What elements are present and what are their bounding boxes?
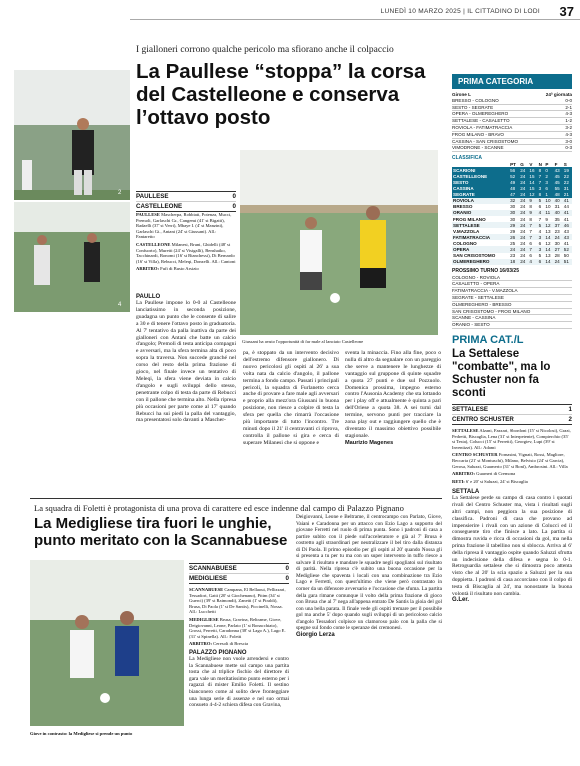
standings-head-cell: V (529, 161, 533, 167)
result-score: 3-2 (565, 124, 572, 130)
standings-row (452, 222, 572, 228)
standings-cell: 25 (510, 240, 516, 246)
standings-cell: 51 (563, 259, 572, 265)
standings-cell: 24 (519, 173, 528, 179)
standings-cell: 7 (538, 179, 545, 185)
standings-cell: 6 (529, 240, 532, 246)
sidebar-round: Girone L 24ª giornata (452, 92, 572, 97)
standings-cell: 24 (519, 179, 528, 185)
standings-cell: 24 (554, 259, 563, 265)
standings-cell: 30 (509, 210, 519, 216)
article1-dateline: PAULLO (136, 294, 161, 300)
article3-headline: La Settalese "combatte", ma lo Schuster non fa sconti (452, 348, 551, 399)
standings-cell: 4 (538, 228, 542, 234)
article3-dateline: SETTALA (452, 489, 480, 496)
standings-cell: 11 (544, 210, 553, 216)
photo-number: 3 (124, 335, 128, 341)
standings-team: OLMEREGHERO (452, 259, 509, 265)
standings-cell: 31 (554, 204, 560, 210)
article2-lineups: SCANNABUESE Campana, El Bellaoui, Pellizzari, Tessadori, Gatti (20' st Giochenano), Pittm (34' st Guerci) (39' st Raimondi), Zanetti (1' st Piraldi), Brusa, Di Paola (1' st De Santis), Piccinelli, Nossa. All.: Lucchetti MEDIGLIESE Brusa, Gravina, Beltrame, Giove, Deigiovanni, Leone, Parlato (1' st Bonacchiato), Grossi, Ferretti, Caradonna (38' st Lago A.), Lago E. (31' st Spinella). All.: Foletti ARBITRO: Ceresoli di Brescia (189, 587, 286, 647)
result-match: BRESSO - COLOGNO (452, 97, 499, 103)
standings-cell: 30 (510, 216, 516, 222)
standings-cell: 9 (528, 210, 537, 216)
standings-cell: 24 (519, 259, 528, 265)
article1-scorebox (136, 191, 236, 212)
article1-headline: La Paullese “stoppa” la corsa del Castelleone e conserva l’ottavo posto (136, 60, 426, 129)
standings-cell: 22 (563, 179, 572, 185)
result-score: 4-3 (565, 131, 572, 137)
standings-cell: 6 (538, 204, 542, 210)
article1-body-2: pa, è stoppato da un intervento decisivo dell'estremo difensore giallonero. Di nuovo pericolosi gli ospiti al 26' a sua volta nata da calcio d'angolo, il pallone termina a fondo campo. Passati i principali pericoli, la squadra di Furlanetto cerca anche di provare a fare male agli avversari e proprio alla mezz'ora Giussani in buona posizione, non riesce a colpire di testa la sfera per quella che rimarrà l'occasione più importante di tutto l'incontro. Tre minuti dopo il 21' il centravanti ci riprova, controlla il pallone si gira e cerca di superare Milanesi che si oppone e (243, 350, 339, 446)
standings-team: SESTO (452, 179, 509, 185)
standings-row (452, 173, 572, 179)
standings-cell: 32 (509, 198, 519, 204)
article2-headline: La Medigliese tira fuori le unghie, punto meritato con la Scannabuese (34, 515, 288, 549)
sidebar-standings (452, 74, 572, 329)
standings-head-cell: P (545, 161, 549, 167)
standings-row (452, 216, 572, 222)
standings-cell: 7 (528, 234, 537, 240)
standings-cell: 6 (544, 186, 553, 192)
standings-cell: 52 (563, 246, 572, 252)
standings-cell: 29 (510, 228, 516, 234)
standings-team: SETTALESE (452, 222, 509, 228)
article2-author: Giorgio Lerza (296, 631, 335, 638)
standings-row (452, 253, 572, 259)
standings-table (452, 161, 572, 265)
standings-cell: 13 (545, 253, 551, 259)
article3-lineups: SETTALESE Alzani, Fazzari, Sbordoni (15' st Nicolosi), Grazi, Pedretti, Biscaglia, Lena (31' st Interpetente), Compierchio (35' st Testa), Colucci (15' st Ferretti), Georgiev, Lupi (39' st Inventizzi). All.: Adami CENTRO SCHUSTER Fornasini, Vignati, Rossi, Magliore, Beccaria (21' st Montuschi), Milano, Belvisio (24' st Garcia), Gerosa, Saluzzi, Guarnerio (31' st Bonì), Ambrosini. All.: Villa ARBITRO: Guarneri di Cremona RETI: 6' e 20' st Saluzzi, 24' st Biscaglia (452, 428, 571, 484)
standings-cell: 3 (538, 186, 545, 192)
article2-col1 (189, 563, 289, 709)
standings-row (452, 204, 572, 210)
result-row (452, 111, 572, 118)
standings-cell: 14 (544, 246, 553, 252)
result-score: 0-0 (565, 97, 572, 103)
sidebar-results (452, 98, 572, 152)
page-header (0, 0, 580, 40)
result-score: 4-3 (565, 111, 572, 117)
result-match: FROG MILANO - BRAVO (452, 131, 504, 137)
standings-row (452, 198, 572, 204)
standings-cell: 9 (528, 198, 537, 204)
standings-head-cell: PT (510, 161, 516, 167)
standings-row (452, 234, 572, 240)
standings-cell: 4 (538, 210, 545, 216)
standings-cell: 18 (509, 259, 519, 265)
next-match: SCANNE - CASSINA (452, 315, 572, 322)
standings-row (452, 228, 572, 234)
standings-cell: 49 (509, 179, 519, 185)
standings-cell: 7 (538, 216, 542, 222)
article2-body-1: La Medigliese non vuole arrendersi e contro la Scannabuese mette sul campo una partita tosta che al triplice fischio del direttore di gara vale un meritatissimo punto esterno per i ragazzi di mister Emilio Foletti. Il sestino bianconero come al solito deve fronteggiare una lunga serie di assenze e nel suo ormai consueto 4-4-2 schiera difesa con Gravina, (189, 655, 289, 709)
article1-body-1: La Paullese impone lo 0-0 al Castelleone lanciatissimo in seconda posizione, guadagna un punto che le consente di salire a 30 e di tenere l'ottavo posto in graduatoria. Al 7' tentativo da palla inattiva da parte dei gialloneri con Antani che batte un calcio d'angolo; Premoli di testa anticipa compagni e avversari, ma la sfera termina alta di poco sopra la traversa. Non succede granché nel corso del resto della prima frazione di gioco, nel finale invece un tentativo di Meleqi, la sfera viene deviata in calcio d'angolo e sugli sviluppi dello stesso, penetrante colpo di testa da parte di Rebucci con il pallone che termina alto. Nella ripresa più occasioni per parte come al 17' quando Rebucci ha sui piedi la palla del vantaggio, ma presentatosi solo davanti a Mascher- (136, 300, 236, 424)
standings-cell: 56 (509, 167, 519, 173)
standings-team: BRESSO (453, 204, 473, 210)
standings-cell: 8 (529, 216, 532, 222)
result-match: ROVIOLA - FATIMATRACCIA (452, 124, 513, 130)
standings-cell: 30 (510, 204, 516, 210)
next-match: COLOGNO - ROVIOLA (452, 275, 572, 282)
standings-team: FATIMATRACCIA (452, 234, 509, 240)
standings-row (452, 259, 572, 265)
article2-col2 (296, 514, 442, 638)
article1-body-3: sventa la minaccia. Fino alla fine, poco o nulla di altro da segnalare con un pareggio che serve a mantenere le lunghezze di vantaggio sul gruppone di quinte squadre a quota 27 punti e due sul Pozzuolo. Domenica prossima, impegno esterno contro l'Ausonia Academy che sta lottando per i play off e attualmente è quinta a pari dell'Oriese a quota 38. A sei turni dal termine, servono punti per tracciare la zona play out e raggiungere quello che è diventato il massimo obiettivo possibile stagionale. (345, 350, 441, 439)
standings-cell: 27 (554, 246, 563, 252)
standings-cell: 2 (544, 173, 553, 179)
article2-dateline: PALAZZO PIGNANO (189, 649, 247, 656)
result-match: SESTO - SEGRATE (452, 104, 494, 110)
header-rule (130, 19, 580, 20)
result-score: 1-2 (565, 118, 572, 124)
standings-cell: 23 (554, 228, 560, 234)
standings-cell: 3 (538, 246, 545, 252)
page-number: 37 (559, 4, 574, 19)
standings-cell: 3 (538, 234, 545, 240)
standings-cell: 24 (520, 216, 526, 222)
article3-kicker: PRIMA CAT./L (452, 334, 524, 346)
next-match: ORANIO - SESTO (452, 322, 572, 329)
standings-cell: 24 (520, 240, 526, 246)
article1-author: Maurizio Magenes (345, 439, 394, 446)
standings-cell: 24 (519, 234, 528, 240)
standings-cell: 24 (509, 246, 519, 252)
standings-cell: 6 (538, 259, 545, 265)
standings-cell: 14 (544, 234, 553, 240)
standings-cell: 24 (519, 186, 528, 192)
next-match: CASALETTO - OPERA (452, 281, 572, 288)
standings-cell: 28 (554, 253, 560, 259)
header-paper: IL CITTADINO DI LODI (467, 8, 540, 15)
article2-scorebox: SCANNABUESE 0 MEDIGLIESE 0 (189, 565, 289, 582)
standings-cell: 10 (544, 198, 553, 204)
result-row (452, 145, 572, 152)
standings-cell: 24 (519, 222, 528, 228)
standings-cell: 48 (509, 186, 519, 192)
standings-cell: 24 (519, 210, 528, 216)
result-score: 3-0 (565, 138, 572, 144)
standings-cell: 10 (545, 204, 551, 210)
standings-cell: 47 (509, 192, 519, 198)
standings-row (452, 167, 572, 173)
standings-cell: 41 (563, 210, 572, 216)
article1-col3 (345, 350, 441, 446)
article3 (452, 334, 572, 603)
next-match: FATIMATRACCIA - V.MAZZOLA (452, 288, 572, 295)
standings-cell: 50 (563, 253, 569, 259)
standings-cell: 14 (544, 259, 553, 265)
standings-team: COLOGNO (453, 240, 477, 246)
standings-team: CASTELLEONE (452, 173, 509, 179)
standings-label: CLASSIFICA (452, 155, 482, 162)
standings-cell: 26 (509, 234, 519, 240)
standings-head-cell: S (563, 161, 567, 167)
standings-cell: 37 (554, 222, 563, 228)
article3-body: La Settalese perde su campo di casa contro i quotati rivali del Centro Schuster ma, vista i risultati sugli altri campi, non peggiora la sua posizione di classifica. Padroni di casa che provano ad impensierire i rivali con un azione di Colucci ed il conseguente tiro che finisce a lato. La partita si dimostra ruvida e ricca di occasioni da gol, ma nella prima frazione il tabellino non si sblocca. Arriva al 6' della ripresa il vantaggio ospite quando Saluzzi sfrutta un indecisione della difesa e segna lo 0-1. Retroguardia settalese che si dimostra poco attenta visto che al 20' la scia spazio a Saluzzi per la sua doppietta. I padroni di casa accorciano con il colpo di testa di Biscaglia al 24', ma nonostante la buona volontà il risultato non cambia. (452, 495, 572, 597)
standings-row (452, 186, 572, 192)
standings-cell: 8 (529, 204, 532, 210)
standings-head-cell: F (554, 161, 558, 167)
result-row (452, 125, 572, 132)
result-match: SETTALESE - CASALETTO (452, 118, 510, 124)
standings-cell: 24 (519, 192, 528, 198)
standings-team: SCARIONI (452, 167, 509, 173)
standings-cell: 24 (519, 198, 528, 204)
standings-cell: 1 (544, 192, 553, 198)
article1-photo-left (14, 70, 130, 332)
standings-cell: 30 (554, 240, 560, 246)
standings-cell: 8 (538, 167, 545, 173)
standings-cell: 35 (554, 216, 560, 222)
result-row (452, 118, 572, 125)
result-score: 0-3 (565, 145, 572, 151)
header-dateline: LUNEDÌ 10 MARZO 2025 | IL CITTADINO DI LODI (380, 8, 540, 15)
standings-row (452, 210, 572, 216)
standings-row (452, 192, 572, 198)
standings-cell: 45 (554, 179, 563, 185)
article1-lineups: PAULLESE Mascherpa, Robbiati, Potenza, Mucci, Premoli, Garlaschi Gr., Cangemi (41' st Bigatti), Radaelli (37' st Verri), Mbaye I. (4' st Manzini), Garlaschi Gi., Antani (24' st Giussani). All.: Fantaretto CASTELLEONE Milanesi, Bruni, Ghidelli (48' st Confuorto), Muretti (24' st Visigalli), Benshaiko, Tacchinardi, Bonomi (16' st Bianchessi), Di Bernardo (16' st Villa), Rebucci, Meleqi, Donzelli. All.: Cantoni ARBITRO: Fufi di Busto Arsizio (136, 212, 236, 272)
standings-cell: 14 (528, 179, 537, 185)
result-match: CASSINA - SAN CRISOSTOMO (452, 138, 519, 144)
article2-caption: Giove in contrasto: la Medigliese si prende un punto (30, 731, 133, 736)
standings-cell: 31 (563, 186, 572, 192)
standings-cell: 46 (563, 222, 572, 228)
standings-team: SAN CRISOSTOMO (453, 253, 496, 259)
score-row-home: PAULLESE 0 (136, 193, 236, 200)
standings-cell: 45 (554, 173, 563, 179)
standings-cell: 29 (509, 222, 519, 228)
standings-cell: 7 (528, 246, 537, 252)
standings-cell: 4 (528, 259, 537, 265)
standings-cell: 52 (509, 173, 519, 179)
standings-cell: 21 (563, 192, 572, 198)
result-row (452, 105, 572, 112)
sidebar-title: PRIMA CATEGORIA (452, 74, 572, 89)
standings-head-cell: G (520, 161, 524, 167)
standings-cell: 55 (554, 186, 563, 192)
standings-cell: 43 (563, 228, 569, 234)
standings-team: V.MAZZOLA (453, 228, 480, 234)
photo-number: 4 (118, 302, 122, 308)
standings-cell: 16 (528, 167, 537, 173)
standings-cell: 41 (563, 240, 569, 246)
standings-cell: 7 (528, 222, 537, 228)
standings-cell: 13 (545, 228, 551, 234)
article2-body-2: Deigiovanni, Leone e Beltrame, il centrocampo con Parlato, Giove, Vaiani e Caradonna per un attacco con Ezio Lago a supporto del giovane Ferretti nel ruolo di prima punta. Sono i padroni di casa a partire subito con il piede sull'acceleratore e già al 7' Brusa è costretto agli straordinari per neutralizzare il bel tiro dalla distanza di Di Paola. Il primo episodio per gli ospiti al 20' quando Nossa gli si presenta a tu per tu ma con un super intervento in tuffo riesce a salvare il risultato e mandare le squadre negli spogliatoi sul risultato di parità. Nella ripresa c'è subito una buona occasione per la Medigliese che spaventa i locali con una combinazione tra Ezio Lago e Ferretti, con quest'ultimo che viene però contrastato in corner da un difensore avversario e l'occasione che sfuma. La partita della gara rimane comunque il volto della prima frazione di gioco con Brusa che al 7' nega all'appena entrato De Santis la gioia del gol con una bella parata. Il finale vede gli ospiti tremare per il possibile gol ma anche 5' dopo quando sugli sviluppi di un pericoloso calcio d'angolo Tessadori colpisce un clamoroso palo con la palla che si spegne sul fondo come le speranze dei cremonesi. (296, 514, 442, 632)
result-row (452, 132, 572, 139)
next-round-label: PROSSIMO TURNO 16/03/25 (452, 267, 519, 274)
standings-cell: 48 (554, 192, 563, 198)
standings-cell: 7 (529, 228, 532, 234)
standings-cell: 24 (520, 253, 526, 259)
standings-cell: 5 (538, 253, 542, 259)
standings-team: FROG MILANO (453, 216, 486, 222)
next-match: OLMEREGHERO - BRESSO (452, 302, 572, 309)
header-date: LUNEDÌ 10 MARZO 2025 (380, 8, 461, 15)
standings-cell: 41 (563, 198, 572, 204)
standings-cell: 5 (538, 222, 545, 228)
standings-cell: 7 (538, 173, 545, 179)
standings-cell: 3 (544, 179, 553, 185)
standings-cell: 15 (528, 186, 537, 192)
result-row (452, 98, 572, 105)
standings-team: ORANIO (452, 210, 509, 216)
standings-head-cell: N (538, 161, 542, 167)
article2-photo (30, 560, 184, 726)
standings-cell: 9 (545, 216, 548, 222)
standings-cell: 43 (563, 234, 572, 240)
photo-number: 2 (118, 190, 122, 196)
result-score: 2-1 (565, 104, 572, 110)
standings-team: CASSINA (452, 186, 509, 192)
article1-photo-main (240, 150, 438, 335)
result-row (452, 139, 572, 146)
result-match: OPERA - OLMEREGHERO (452, 111, 509, 117)
standings-cell: 22 (563, 173, 572, 179)
article2-kicker: La squadra di Foletti è protagonista di una prova di carattere ed esce indenne dal campo di Palazzo Pignano (34, 503, 404, 513)
article1-col1 (136, 294, 236, 424)
standings-cell: 24 (554, 234, 563, 240)
standings-cell: 43 (554, 167, 563, 173)
standings-cell: 15 (528, 173, 537, 179)
standings-cell: 6 (538, 240, 542, 246)
standings-cell: 44 (563, 204, 569, 210)
standings-cell: 0 (544, 167, 553, 173)
score-row-away: CASTELLEONE 0 (136, 203, 236, 210)
next-match: SAN CRISOSTOMO - FROG MILANO (452, 309, 572, 316)
result-match: VIMODRONE - SCANNE (452, 145, 504, 151)
standings-cell: 41 (563, 216, 569, 222)
article1-caption: Giussani ha avuto l'opportunità di far male al lanciato Castelleone (242, 339, 364, 344)
standings-cell: 6 (529, 253, 532, 259)
standings-team: ROVIOLA (452, 198, 509, 204)
standings-team: SEGRATE (452, 192, 509, 198)
standings-cell: 23 (510, 253, 516, 259)
standings-row (452, 240, 572, 246)
standings-cell: 5 (538, 198, 545, 204)
standings-cell: 12 (544, 222, 553, 228)
standings-cell: 24 (519, 167, 528, 173)
next-round-list (452, 275, 572, 329)
standings-cell: 24 (520, 228, 526, 234)
standings-cell: 19 (563, 167, 572, 173)
standings-cell: 40 (554, 198, 563, 204)
standings-cell: 12 (545, 240, 551, 246)
divider (30, 498, 442, 499)
next-match: SEGRATE - SETTALESE (452, 295, 572, 302)
standings-cell: 12 (528, 192, 537, 198)
article3-author: G.Ler. (452, 597, 470, 604)
standings-cell: 8 (538, 192, 545, 198)
article1-kicker: I gialloneri corrono qualche pericolo ma sfiorano anche il colpaccio (136, 45, 394, 55)
standings-cell: 24 (519, 246, 528, 252)
standings-cell: 40 (554, 210, 563, 216)
article3-scorebox: SETTALESE 1 CENTRO SCHUSTER 2 (452, 406, 572, 423)
standings-team: OPERA (452, 246, 509, 252)
standings-cell: 24 (520, 204, 526, 210)
